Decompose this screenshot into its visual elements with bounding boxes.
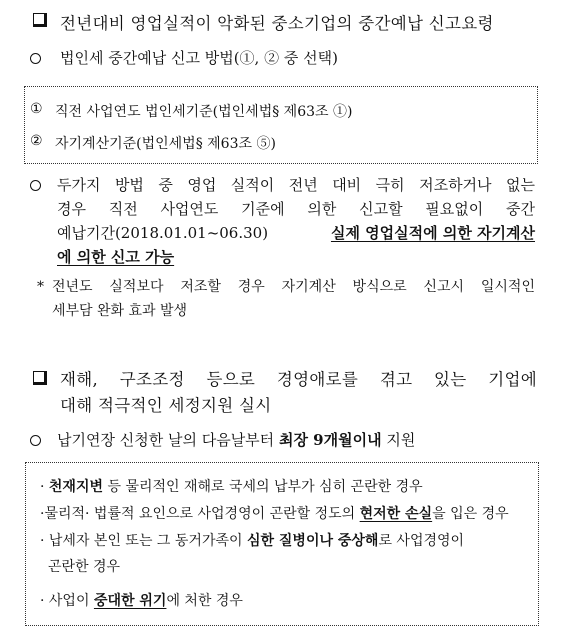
paragraph-bullet-icon: [30, 180, 41, 191]
paragraph-line-1: 두가지 방법 중 영업 실적이 전년 대비 극히 저조하거나 없는: [57, 176, 535, 194]
support-duration: 최장 9개월이내: [278, 431, 382, 449]
paragraph-period: 예납기간(2018.01.01~06.30): [57, 224, 269, 242]
eligibility-item-4: [40, 590, 243, 610]
item-3-prefix: 납세자 본인 또는 그 동거가족이: [48, 533, 243, 549]
section1-heading: 전년대비 영업실적이 악화된 중소기업의 중간예납 신고요령: [60, 14, 494, 33]
paragraph-emphasis-2: 에 의한 신고 가능: [57, 248, 175, 266]
support-bullet-icon: [30, 435, 41, 446]
eligibility-item-3: [40, 530, 464, 550]
option-1-text: 직전 사업연도 법인세기준(법인세법§ 제63조 ①): [55, 104, 353, 120]
item-4-emphasis: 중대한 위기: [93, 593, 167, 609]
note-marker: *: [37, 279, 44, 295]
section2-heading-line-1: 재해, 구조조정 등으로 경영애로를 겪고 있는 기업에: [60, 370, 537, 389]
item-3-emphasis: 심한 질병이나 중상해: [246, 533, 379, 549]
support-suffix: 지원: [386, 431, 416, 449]
item-1-text: 등 물리적인 재해로 국세의 납부가 심히 곤란한 경우: [107, 479, 423, 495]
item-bullet: ·: [40, 506, 45, 522]
section1-checkbox-icon: [33, 13, 47, 27]
paragraph-line-2: 경우 직전 사업연도 기준에 의한 신고할 필요없이 중간: [57, 200, 535, 218]
item-2-emphasis: 현저한 손실: [359, 506, 433, 522]
support-line: [57, 429, 415, 450]
item-3-suffix: 로 사업경영이: [378, 533, 465, 549]
method-title: 법인세 중간예납 신고 방법(①, ② 중 선택): [60, 49, 338, 67]
item-bullet: ·: [40, 593, 45, 609]
note-line-1: 전년도 실적보다 저조할 경우 자기계산 방식으로 신고시 일시적인: [52, 279, 535, 295]
item-bullet: ·: [40, 533, 45, 549]
eligibility-item-2: [40, 503, 509, 523]
support-prefix: 납기연장 신청한 날의 다음날부터: [57, 431, 275, 449]
item-2-suffix: 을 입은 경우: [432, 506, 509, 522]
eligibility-item-1: [40, 476, 423, 496]
item-2-prefix: 물리적· 법률적 요인으로 사업경영이 곤란할 정도의: [44, 506, 356, 522]
item-1-emphasis: 천재지변: [48, 479, 104, 495]
method-bullet-icon: [30, 53, 41, 64]
option-1-marker: ①: [30, 101, 43, 117]
item-bullet: ·: [40, 479, 45, 495]
section2-heading-line-2: 대해 적극적인 세정지원 실시: [60, 396, 272, 415]
option-2-text: 자기계산기준(법인세법§ 제63조 ⑤): [55, 136, 276, 152]
eligibility-item-3-continued: 곤란한 경우: [48, 559, 121, 575]
option-2-marker: ②: [30, 133, 43, 149]
paragraph-emphasis-1: 실제 영업실적에 의한 자기계산: [330, 224, 535, 242]
paragraph-line-3: [57, 222, 535, 243]
item-4-prefix: 사업이: [48, 593, 90, 609]
section2-checkbox-icon: [33, 371, 47, 385]
note-line-2: 세부담 완화 효과 발생: [52, 303, 188, 319]
item-4-suffix: 에 처한 경우: [166, 593, 243, 609]
